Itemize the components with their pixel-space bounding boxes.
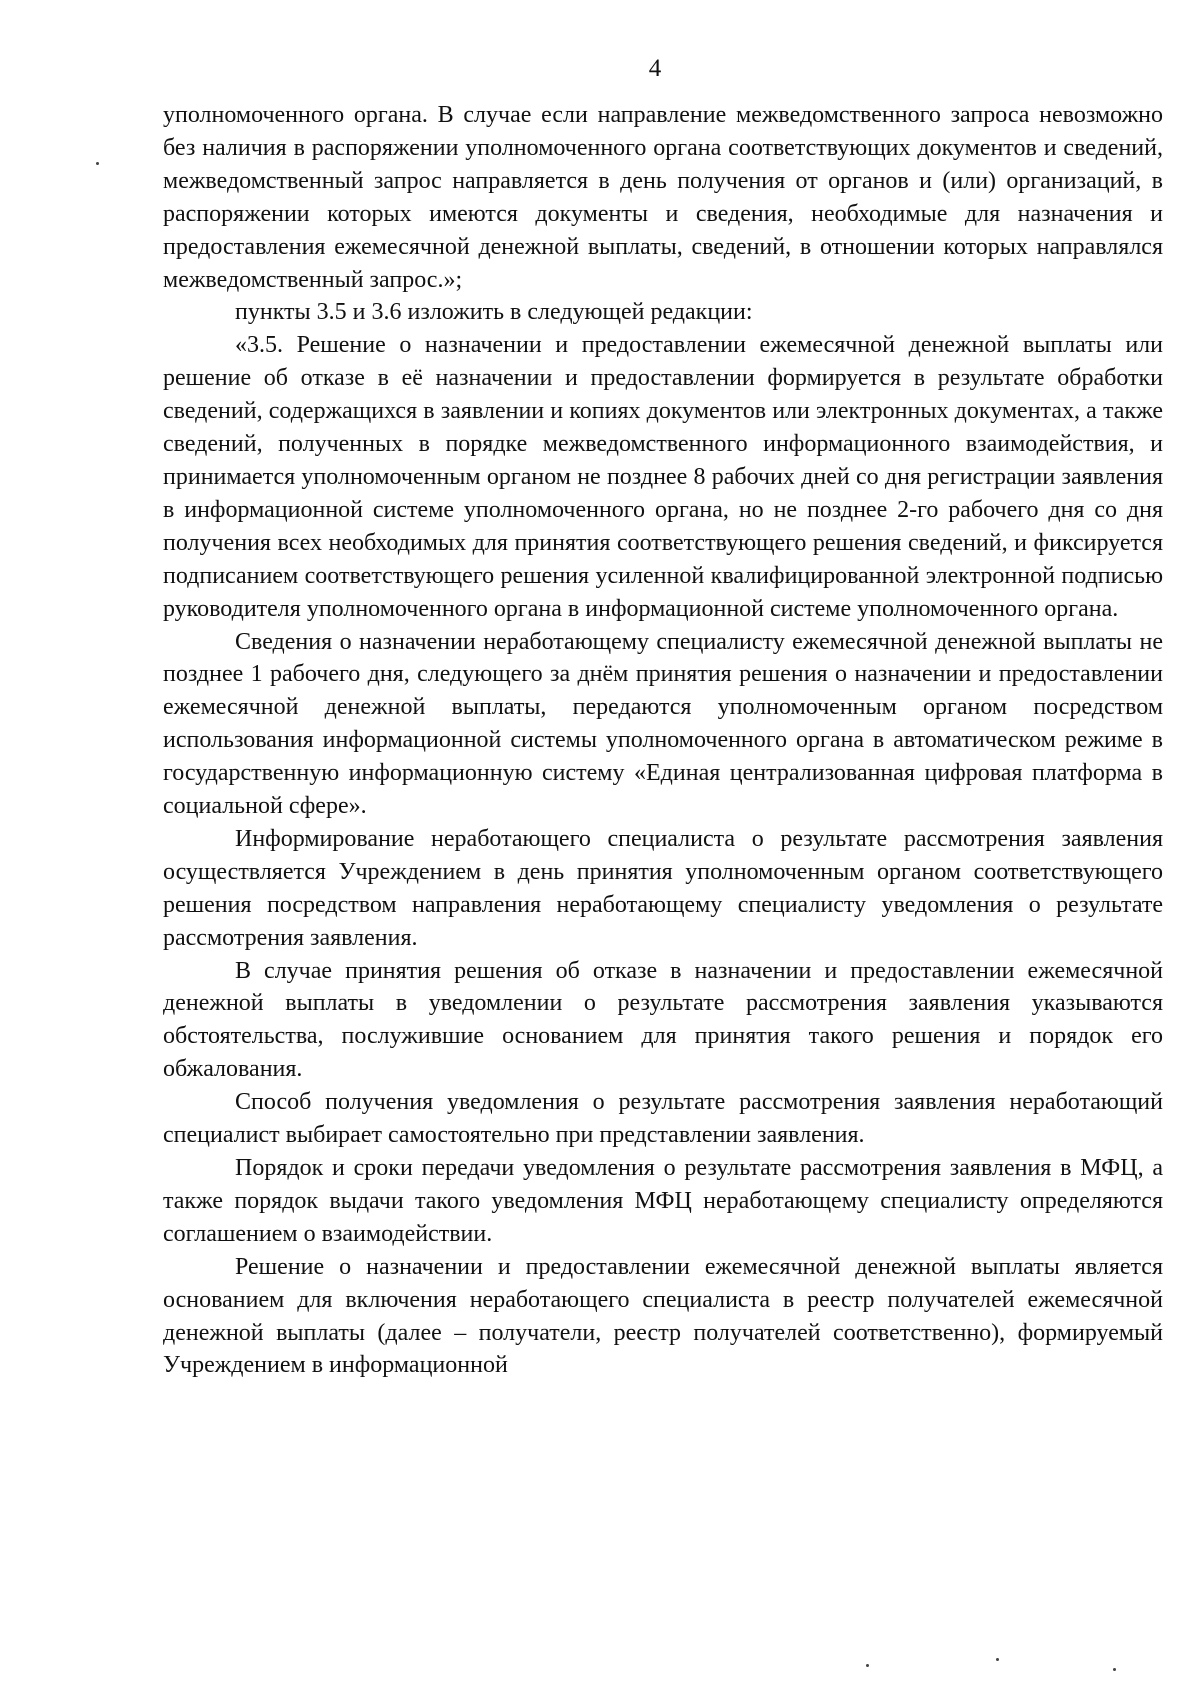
paragraph: Порядок и сроки передачи уведомления о результате рассмотрения заявления в МФЦ, а также порядок выдачи такого уведомления МФЦ неработающему специалисту определяются соглашением о взаимодействии. bbox=[163, 1155, 1163, 1247]
paragraph: В случае принятия решения об отказе в назначении и предоставлении ежемесячной денежной выплаты в уведомлении о результате рассмотрения заявления указываются обстоятельства, послужившие основанием для принятия такого решения и порядок его обжалования. bbox=[163, 957, 1163, 1083]
paragraph: Решение о назначении и предоставлении ежемесячной денежной выплаты является основанием для включения неработающего специалиста в реестр получателей ежемесячной денежной выплаты (далее – получатели, реестр получателей соответственно), формируемый Учреждением в информационной bbox=[163, 1253, 1163, 1379]
paragraph: Информирование неработающего специалиста о результате рассмотрения заявления осуществляется Учреждением в день принятия уполномоченным органом соответствующего решения посредством направления неработающему специалисту уведомления о результате рассмотрения заявления. bbox=[163, 825, 1163, 951]
scan-speck bbox=[96, 162, 99, 165]
paragraph: пункты 3.5 и 3.6 изложить в следующей редакции: bbox=[235, 299, 753, 326]
paragraph: Сведения о назначении неработающему специалисту ежемесячной денежной выплаты не позднее 1 рабочего дня, следующего за днём принятия решения о назначении и предоставлении ежемесячной денежной выплаты, передаются уполномоченным органом посредством использования информационной системы уполномоченного органа в автоматическом режиме в государственную информационную систему «Единая централизованная цифровая платформа в социальной сфере». bbox=[163, 628, 1163, 820]
paragraph: Способ получения уведомления о результате рассмотрения заявления неработающий специалист выбирает самостоятельно при представлении заявления. bbox=[163, 1089, 1163, 1149]
document-body bbox=[163, 99, 1163, 1382]
scan-speck bbox=[996, 1658, 999, 1661]
page-number: 4 bbox=[648, 55, 662, 82]
paragraph: уполномоченного органа. В случае если направление межведомственного запроса невозможно без наличия в распоряжении уполномоченного органа соответствующих документов и сведений, межведомственный запрос направляется в день получения от органов и (или) организаций, в распоряжении которых имеются документы и сведения, необходимые для назначения и предоставления ежемесячной денежной выплаты, сведений, в отношении которых направлялся межведомственный запрос.»; bbox=[163, 102, 1163, 293]
scan-speck bbox=[866, 1664, 869, 1667]
scan-speck bbox=[1113, 1668, 1116, 1671]
paragraph: «3.5. Решение о назначении и предоставлении ежемесячной денежной выплаты или решение об отказе в её назначении и предоставлении формируется в результате обработки сведений, содержащихся в заявлении и копиях документов или электронных документах, а также сведений, полученных в порядке межведомственного информационного взаимодействия, и принимается уполномоченным органом не позднее 8 рабочих дней со дня регистрации заявления в информационной системе уполномоченного органа, но не позднее 2-го рабочего дня со дня получения всех необходимых для принятия соответствующего решения сведений, и фиксируется подписанием соответствующего решения усиленной квалифицированной электронной подписью руководителя уполномоченного органа в информационной системе уполномоченного органа. bbox=[163, 332, 1163, 622]
